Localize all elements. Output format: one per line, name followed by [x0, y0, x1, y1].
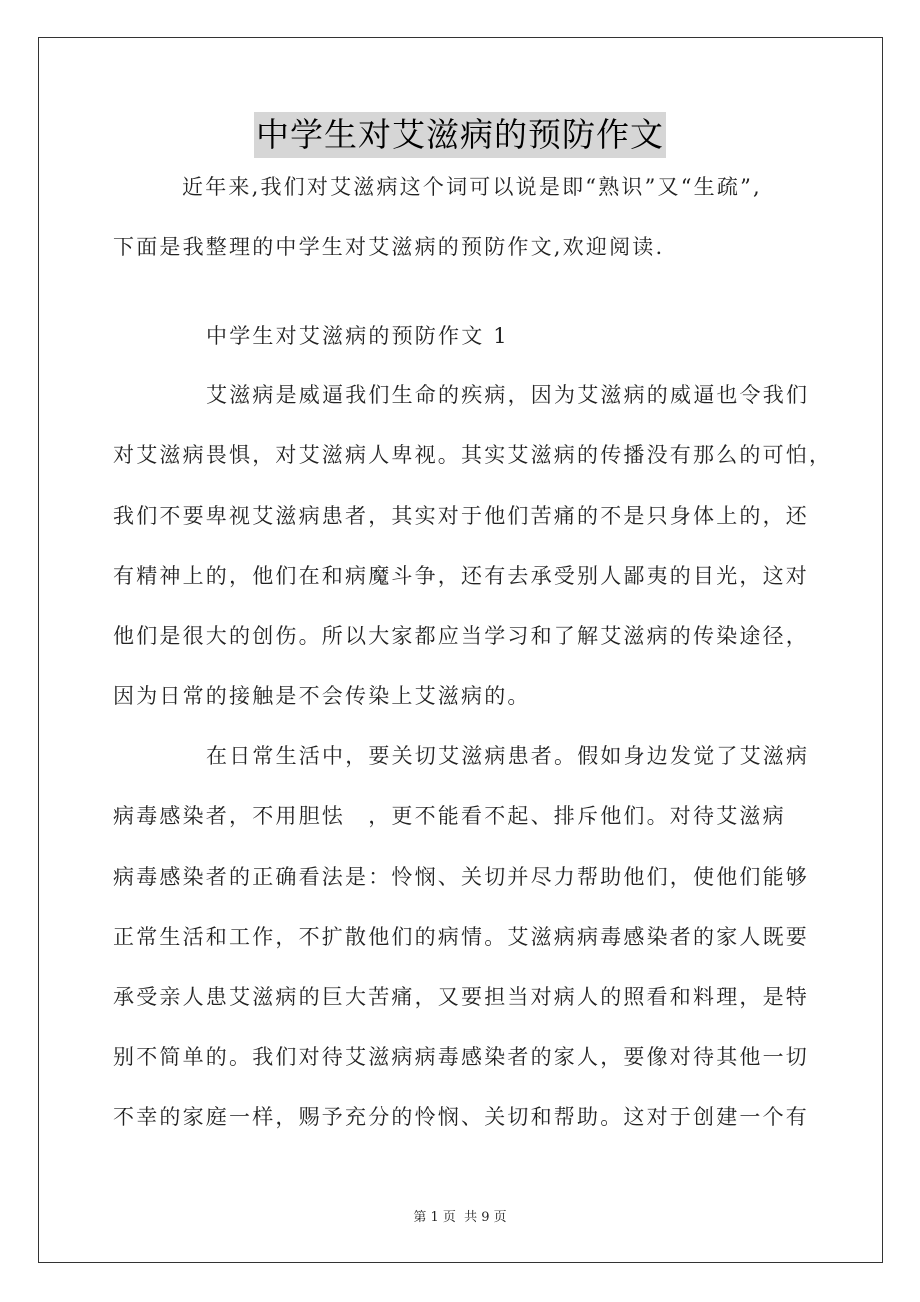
title-container — [0, 112, 920, 158]
body-line: 不幸的家庭一样，赐予充分的怜悯、关切和帮助。这对于创建一个有 — [113, 1105, 809, 1129]
body-line: 他们是很大的创伤。所以大家都应当学习和了解艾滋病的传染途径， — [113, 624, 809, 648]
body-line: 承受亲人患艾滋病的巨大苦痛，又要担当对病人的照看和料理，是特 — [113, 985, 809, 1009]
body-line: 因为日常的接触是不会传染上艾滋病的。 — [113, 684, 531, 708]
body-line: 在日常生活中，要关切艾滋病患者。假如身边发觉了艾滋病 — [206, 744, 810, 768]
body-line: 病毒感染者的正确看法是：怜悯、关切并尽力帮助他们，使他们能够 — [113, 865, 809, 889]
body-line: 对艾滋病畏惧，对艾滋病人卑视。其实艾滋病的传播没有那么的可怕， — [113, 443, 833, 467]
document-title: 中学生对艾滋病的预防作文 — [254, 112, 666, 158]
page-number: 第 1 页 — [413, 1210, 456, 1225]
section-heading: 中学生对艾滋病的预防作文 1 — [206, 324, 509, 348]
page-footer — [0, 1206, 920, 1225]
body-line: 有精神上的，他们在和病魔斗争，还有去承受别人鄙夷的目光，这对 — [113, 564, 809, 588]
page-total: 共 9 页 — [464, 1210, 507, 1225]
body-line: 下面是我整理的中学生对艾滋病的预防作文,欢迎阅读. — [113, 235, 665, 259]
body-line: 艾滋病是威逼我们生命的疾病，因为艾滋病的威逼也令我们 — [206, 383, 810, 407]
body-line: 病毒感染者，不用胆怯 ，更不能看不起、排斥他们。对待艾滋病 — [113, 804, 786, 828]
body-line: 别不简单的。我们对待艾滋病病毒感染者的家人，要像对待其他一切 — [113, 1045, 809, 1069]
body-line: 我们不要卑视艾滋病患者，其实对于他们苦痛的不是只身体上的，还 — [113, 504, 809, 528]
body-line: 近年来,我们对艾滋病这个词可以说是即“熟识”又“生疏”, — [182, 175, 762, 199]
body-line: 正常生活和工作，不扩散他们的病情。艾滋病病毒感染者的家人既要 — [113, 925, 809, 949]
